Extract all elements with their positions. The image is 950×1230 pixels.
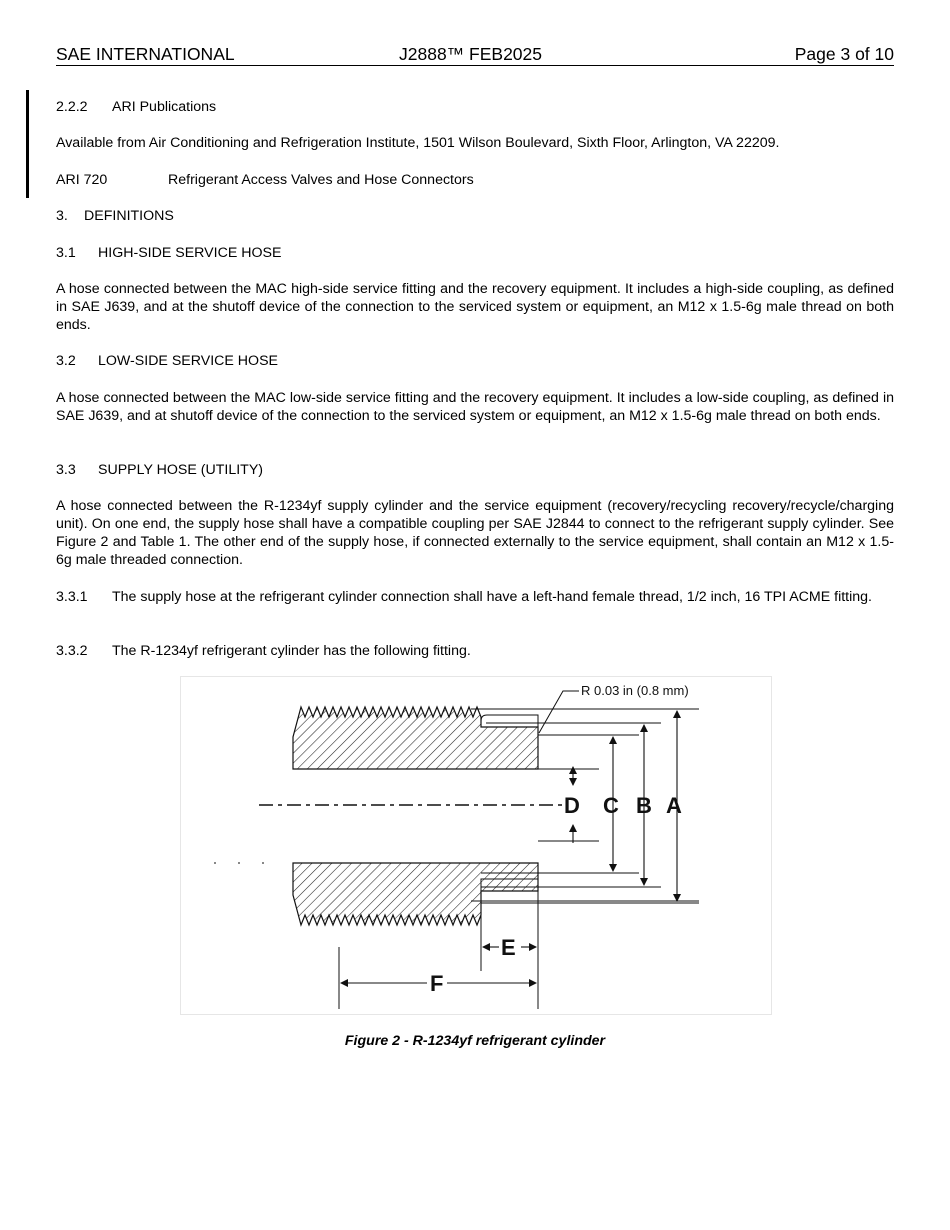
dimension-label-f: F	[430, 971, 444, 996]
radius-label: R 0.03 in (0.8 mm)	[581, 683, 689, 698]
section-3-2-body: A hose connected between the MAC low-side service fitting and the recovery equipment. It includes a low-side coupling, as defined in SAE J639, and at shutoff device of the connection to the serviced system or equipment, an M12 x 1.5-6g male thread on both ends.	[56, 390, 894, 424]
reference-entry	[56, 171, 474, 189]
header-page-number: Page 3 of 10	[794, 44, 894, 64]
section-title: ARI Publications	[112, 99, 217, 115]
section-title: DEFINITIONS	[84, 208, 174, 224]
ari-availability-text: Available from Air Conditioning and Refrigeration Institute, 1501 Wilson Boulevard, Sixth Floor, Arlington, VA 22209.	[56, 135, 780, 151]
section-3-3-2-number: 3.3.2	[56, 643, 88, 659]
header-org: SAE INTERNATIONAL	[56, 44, 235, 64]
section-3-3-1-number: 3.3.1	[56, 589, 88, 605]
figure-caption: Figure 2 - R-1234yf refrigerant cylinder	[344, 1033, 606, 1049]
section-3-heading	[56, 207, 174, 225]
dimension-label-b: B	[636, 793, 652, 818]
dimension-label-d: D	[564, 793, 580, 818]
section-3-3-heading	[56, 461, 264, 479]
section-3-1-heading	[56, 244, 282, 262]
dimension-label-a: A	[666, 793, 682, 818]
section-3-3-1-body: The supply hose at the refrigerant cylinder connection shall have a left-hand female thread, 1/2 inch, 16 TPI ACME fitting.	[112, 589, 872, 605]
reference-id: ARI 720	[56, 172, 108, 188]
header-doc-id: J2888™ FEB2025	[399, 44, 543, 64]
upper-seal-face	[471, 709, 699, 727]
dimension-label-e: E	[501, 935, 516, 960]
section-number: 3.1	[56, 245, 76, 261]
section-3-1-body: A hose connected between the MAC high-side service fitting and the recovery equipment. It includes a high-side coupling, as defined in SAE J639, and at the shutoff device of the connection to the serviced system or equipment, an M12 x 1.5-6g male thread on both ends.	[56, 281, 894, 333]
lower-thread-section	[293, 863, 538, 925]
section-title: LOW-SIDE SERVICE HOSE	[98, 353, 279, 369]
section-3-3-2-body: The R-1234yf refrigerant cylinder has the following fitting.	[112, 643, 471, 659]
section-2-2-2-heading	[56, 98, 217, 116]
section-3-2-heading	[56, 352, 279, 370]
section-title: SUPPLY HOSE (UTILITY)	[98, 462, 264, 478]
section-number: 3.2	[56, 353, 76, 369]
dimension-label-c: C	[603, 793, 619, 818]
upper-thread-section	[293, 707, 538, 769]
section-number: 3.3	[56, 462, 76, 478]
section-title: HIGH-SIDE SERVICE HOSE	[98, 245, 282, 261]
revision-change-bar	[26, 90, 29, 198]
page-header	[56, 44, 894, 66]
section-3-3-body: A hose connected between the R-1234yf supply cylinder and the service equipment (recovery/recycling recovery/recycle/charging unit). On one end, the supply hose shall have a compatible coupling per SAE J2844 to connect to the refrigerant supply cylinder. See Figure 2 and Table 1. The other end of the supply hose, if connected externally to the service equipment, shall contain an M12 x 1.5-6g male threaded connection.	[56, 498, 894, 568]
cylinder-fitting-figure	[180, 676, 772, 1015]
section-number: 2.2.2	[56, 99, 88, 115]
section-number: 3.	[56, 208, 68, 224]
reference-title: Refrigerant Access Valves and Hose Connectors	[168, 172, 474, 188]
